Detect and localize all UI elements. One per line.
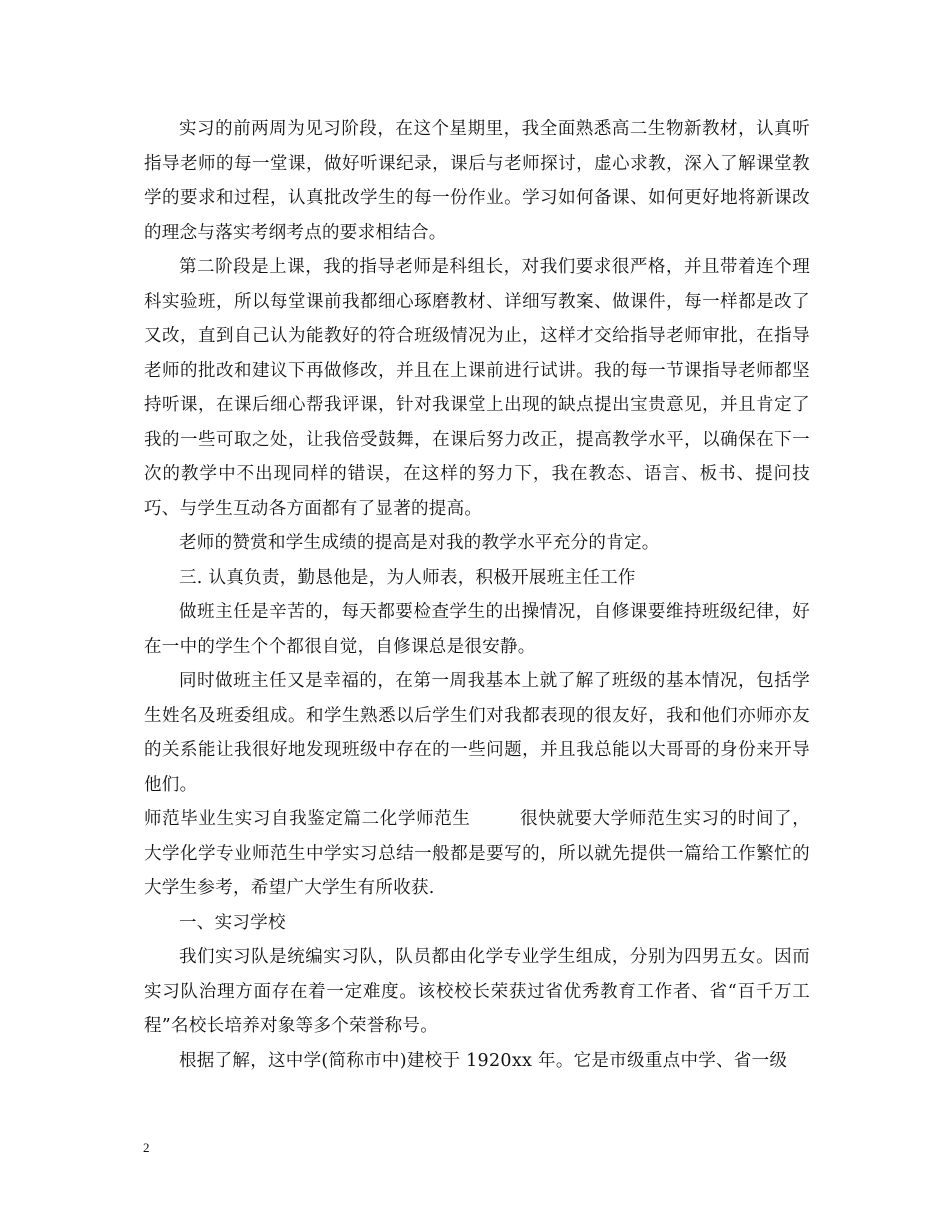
paragraph-teacher-praise: 老师的赞赏和学生成绩的提高是对我的教学水平充分的肯定。 [179, 533, 660, 553]
paragraph-teaching-stage: 第二阶段是上课，我的指导老师是科组长，对我们要求很严格，并且带着连个理科实验班，所以每堂课前我都细心琢磨教材、详细写教案、做课件，每一样都是改了又改，直到自己认为能教好的符合班级情况为止，这样才交给指导老师审批，在指导老师的批改和建议下再做修改，并且在上课前进行试讲。我的每一节课指导老师都坚持听课，在课后细心帮我评课，针对我课堂上出现的缺点提出宝贵意见，并且肯定了我的一些可取之处，让我倍受鼓舞，在课后努力改正，提高教学水平，以确保在下一次的教学中不出现同样的错误，在这样的努力下，我在教态、语言、板书、提问技巧、与学生互动各方面都有了显著的提高。 [144, 257, 810, 519]
document-body [144, 112, 810, 1078]
section-heading-class-teacher: 三. 认真负责，勤恳他是，为人师表，积极开展班主任工作 [179, 567, 636, 588]
paragraph-school-history: 根据了解，这中学(简称市中)建校于 1920xx 年。它是市级重点中学、省一级 [179, 1050, 788, 1071]
paragraph-internship-team: 我们实习队是统编实习队，队员都由化学专业学生组成，分别为四男五女。因而实习队治理方面存在着一定难度。该校校长荣获过省优秀教育工作者、省“百千万工程”名校长培养对象等多个荣誉称号。 [144, 947, 810, 1036]
paragraph-class-teacher-duties: 做班主任是辛苦的，每天都要检查学生的出操情况，自修课要维持班级纪律，好在一中的学生个个都很自觉，自修课总是很安静。 [144, 602, 810, 657]
page-number: 2 [143, 1140, 150, 1155]
paragraph-class-teacher-happiness: 同时做班主任又是幸福的，在第一周我基本上就了解了班级的基本情况，包括学生姓名及班委组成。和学生熟悉以后学生们对我都表现的很友好，我和他们亦师亦友的关系能让我很好地发现班级中存在的一些问题，并且我总能以大哥哥的身份来开导他们。 [144, 671, 810, 795]
paragraph-chapter-two-intro: 师范毕业生实习自我鉴定篇二化学师范生 很快就要大学师范生实习的时间了，大学化学专业师范生中学实习总结一般都是要写的，所以就先提供一篇给工作繁忙的大学生参考，希望广大学生有所收获. [144, 809, 810, 898]
section-heading-internship-school: 一、实习学校 [179, 912, 286, 933]
paragraph-internship-observation: 实习的前两周为见习阶段，在这个星期里，我全面熟悉高二生物新教材，认真听指导老师的每一堂课，做好听课纪录，课后与老师探讨，虚心求教，深入了解课堂教学的要求和过程，认真批改学生的每一份作业。学习如何备课、如何更好地将新课改的理念与落实考纲考点的要求相结合。 [144, 119, 810, 243]
